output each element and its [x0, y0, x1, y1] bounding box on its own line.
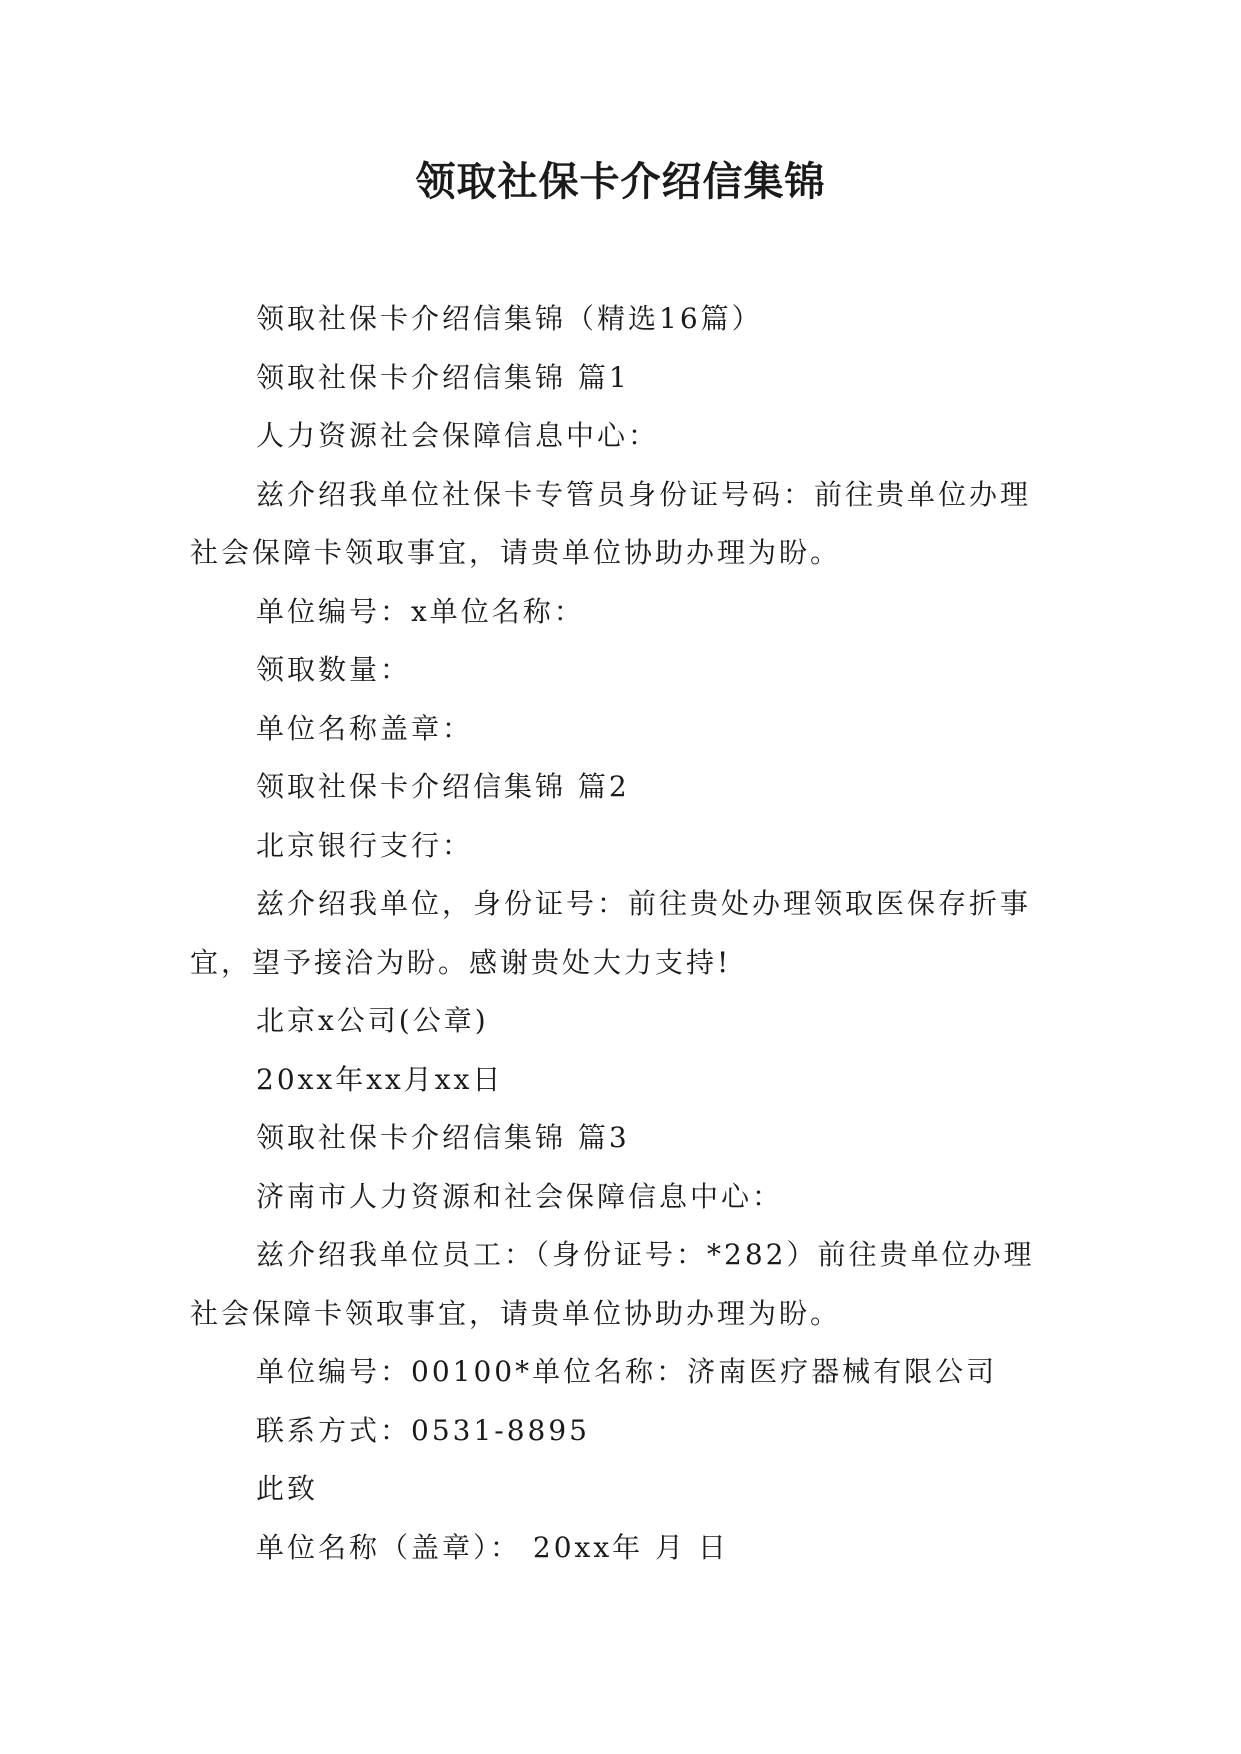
closing-line: 此致	[256, 1472, 319, 1505]
quantity-line: 领取数量：	[256, 653, 412, 686]
body-paragraph: 兹介绍我单位员工：（身份证号：*282）前往贵单位办理社会保障卡领取事宜，请贵单位协助办理为盼。	[190, 1238, 1035, 1330]
section-heading-1: 领取社保卡介绍信集锦 篇1	[256, 360, 630, 394]
date-line: 20xx年xx月xx日	[256, 1062, 504, 1096]
salutation: 人力资源社会保障信息中心：	[256, 419, 660, 452]
contact-line: 联系方式：0531-8895	[256, 1413, 590, 1447]
salutation: 北京银行支行：	[256, 828, 474, 862]
seal-line: 单位名称盖章：	[256, 711, 474, 745]
signature-line: 北京x公司(公章)	[256, 1004, 489, 1037]
document-title: 领取社保卡介绍信集锦	[415, 158, 826, 205]
paragraph-subtitle: 领取社保卡介绍信集锦（精选16篇）	[256, 302, 763, 335]
document-body	[190, 290, 1060, 1577]
seal-date-line: 单位名称（盖章）： 20xx年 月 日	[256, 1530, 729, 1564]
body-paragraph: 兹介绍我单位社保卡专管员身份证号码：前往贵单位办理社会保障卡领取事宜，请贵单位协助办理为盼。	[190, 477, 1032, 569]
unit-info-line: 单位编号：x单位名称：	[256, 594, 585, 628]
salutation: 济南市人力资源和社会保障信息中心：	[256, 1179, 784, 1213]
section-heading-2: 领取社保卡介绍信集锦 篇2	[256, 770, 630, 803]
body-paragraph: 兹介绍我单位，身份证号：前往贵处办理领取医保存折事宜，望予接洽为盼。感谢贵处大力支持!	[190, 887, 1032, 979]
section-heading-3: 领取社保卡介绍信集锦 篇3	[256, 1121, 630, 1154]
unit-info-line: 单位编号：00100*单位名称：济南医疗器械有限公司	[256, 1355, 998, 1388]
